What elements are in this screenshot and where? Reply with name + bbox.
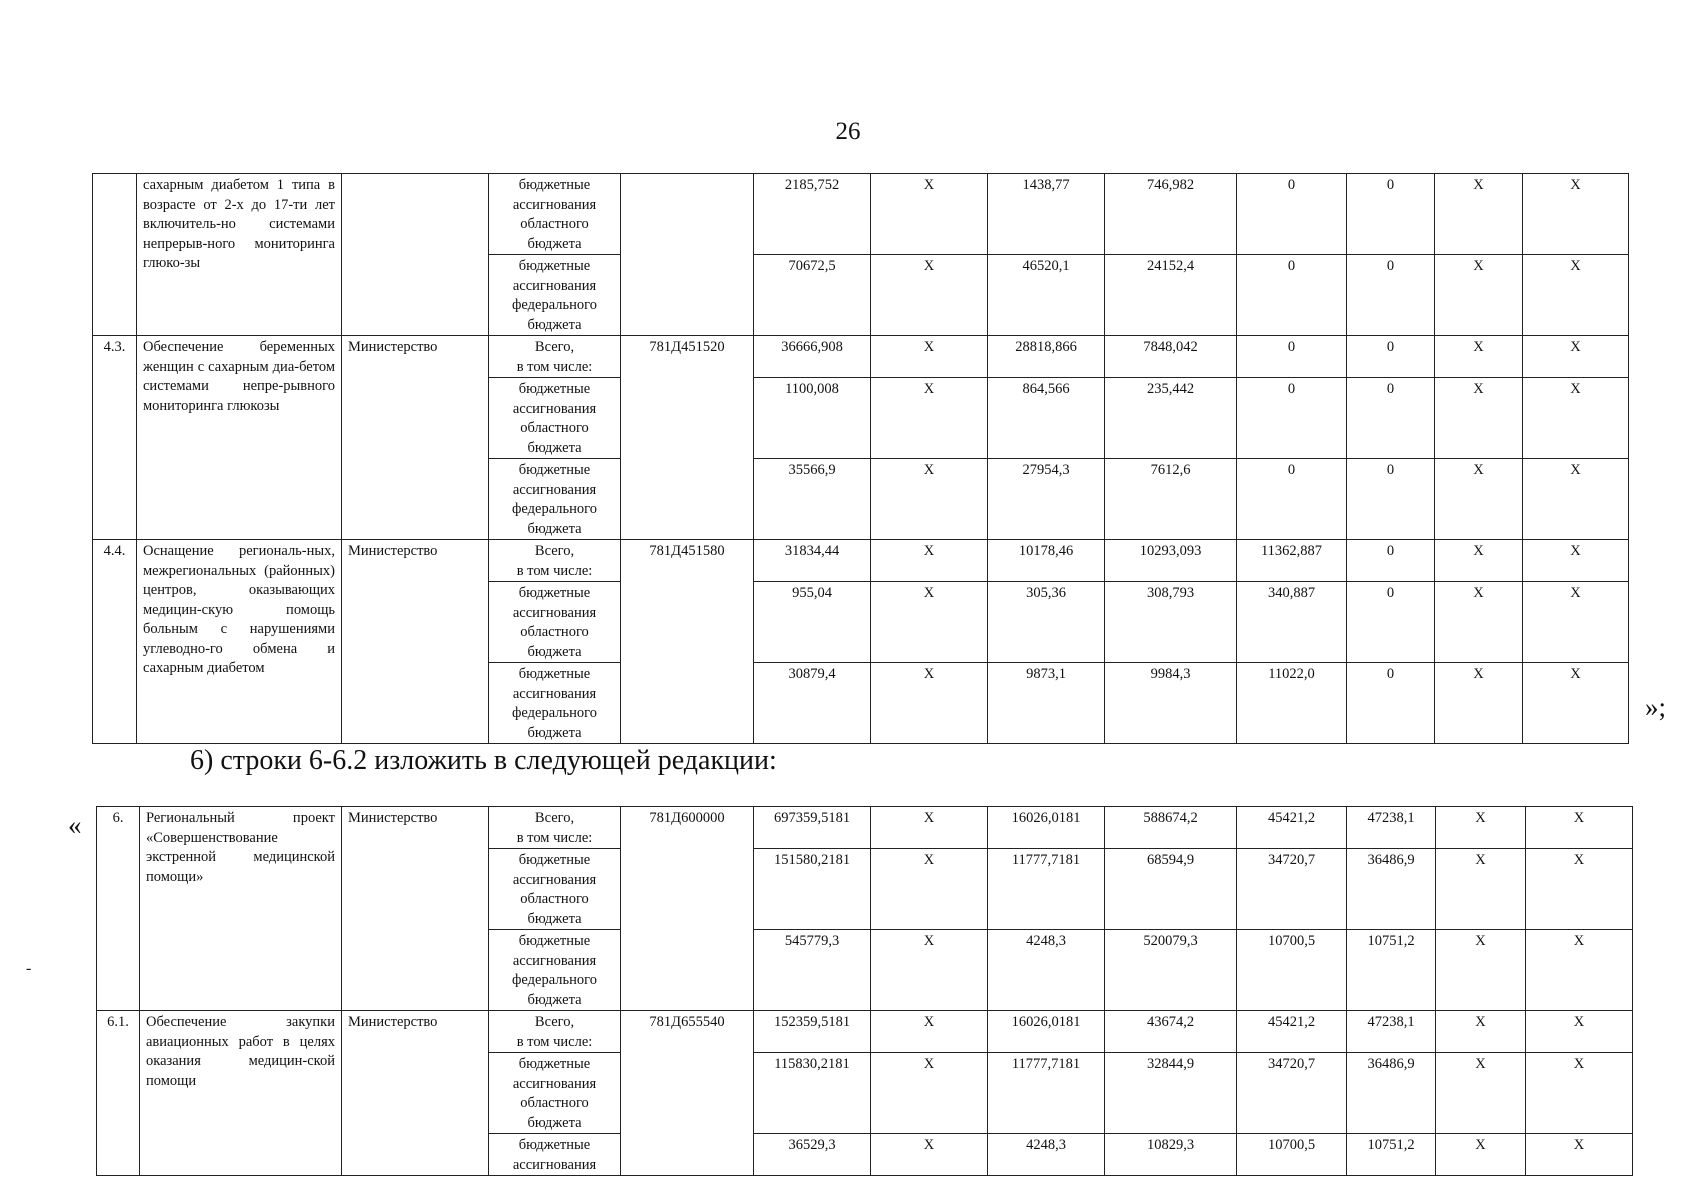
funding-source: Всего, в том числе: xyxy=(489,336,621,378)
year-4-value: 0 xyxy=(1237,336,1347,378)
year-4-value: 34720,7 xyxy=(1237,1053,1347,1134)
year-6-value: X xyxy=(1436,930,1526,1011)
year-1-value: X xyxy=(871,663,988,744)
year-3-value: 68594,9 xyxy=(1105,849,1237,930)
funding-source: Всего, в том числе: xyxy=(489,540,621,582)
year-3-value: 746,982 xyxy=(1105,174,1237,255)
year-7-value: X xyxy=(1523,174,1629,255)
year-7-value: X xyxy=(1523,255,1629,336)
budget-code: 781Д655540 xyxy=(621,1011,754,1176)
funding-source: Всего, в том числе: xyxy=(489,1011,621,1053)
year-7-value: X xyxy=(1523,663,1629,744)
year-2-value: 46520,1 xyxy=(988,255,1105,336)
responsible-party: Министерство xyxy=(342,336,489,540)
total-cost-value: 152359,5181 xyxy=(754,1011,871,1053)
table-row xyxy=(93,540,1629,582)
year-3-value: 520079,3 xyxy=(1105,930,1237,1011)
measure-name: Обеспечение беременных женщин с сахарным диа-бетом системами непре-рывного мониторинга глюкозы xyxy=(137,336,342,540)
year-5-value: 0 xyxy=(1347,378,1435,459)
year-6-value: X xyxy=(1435,336,1523,378)
year-6-value: X xyxy=(1435,378,1523,459)
funding-source: бюджетные ассигнования областного бюджета xyxy=(489,849,621,930)
year-2-value: 11777,7181 xyxy=(988,1053,1105,1134)
year-1-value: X xyxy=(871,1134,988,1176)
year-4-value: 0 xyxy=(1237,378,1347,459)
budget-code xyxy=(621,174,754,336)
measure-name: Региональный проект «Совершенствование экстренной медицинской помощи» xyxy=(140,807,342,1011)
responsible-party: Министерство xyxy=(342,807,489,1011)
budget-code: 781Д600000 xyxy=(621,807,754,1011)
year-3-value: 24152,4 xyxy=(1105,255,1237,336)
measure-name: Обеспечение закупки авиационных работ в целях оказания медицин-ской помощи xyxy=(140,1011,342,1176)
responsible-party: Министерство xyxy=(342,1011,489,1176)
year-2-value: 11777,7181 xyxy=(988,849,1105,930)
year-7-value: X xyxy=(1523,336,1629,378)
year-4-value: 0 xyxy=(1237,459,1347,540)
total-cost-value: 36666,908 xyxy=(754,336,871,378)
funding-source: Всего, в том числе: xyxy=(489,807,621,849)
year-1-value: X xyxy=(871,540,988,582)
year-1-value: X xyxy=(871,459,988,540)
year-7-value: X xyxy=(1523,459,1629,540)
total-cost-value: 955,04 xyxy=(754,582,871,663)
table-row xyxy=(97,807,1633,849)
funding-source: бюджетные ассигнования федерального бюджета xyxy=(489,930,621,1011)
year-3-value: 32844,9 xyxy=(1105,1053,1237,1134)
funding-source: бюджетные ассигнования областного бюджета xyxy=(489,174,621,255)
year-3-value: 9984,3 xyxy=(1105,663,1237,744)
year-2-value: 1438,77 xyxy=(988,174,1105,255)
year-4-value: 45421,2 xyxy=(1237,807,1347,849)
year-5-value: 0 xyxy=(1347,663,1435,744)
funding-source: бюджетные ассигнования федерального бюджета xyxy=(489,255,621,336)
total-cost-value: 70672,5 xyxy=(754,255,871,336)
year-2-value: 10178,46 xyxy=(988,540,1105,582)
funding-source: бюджетные ассигнования федерального бюджета xyxy=(489,663,621,744)
table-row xyxy=(97,1011,1633,1053)
year-5-value: 0 xyxy=(1347,255,1435,336)
total-cost-value: 115830,2181 xyxy=(754,1053,871,1134)
year-5-value: 36486,9 xyxy=(1347,1053,1436,1134)
year-7-value: X xyxy=(1526,1011,1633,1053)
year-7-value: X xyxy=(1526,1053,1633,1134)
year-4-value: 340,887 xyxy=(1237,582,1347,663)
funding-source: бюджетные ассигнования федерального бюджета xyxy=(489,459,621,540)
year-7-value: X xyxy=(1526,807,1633,849)
year-5-value: 10751,2 xyxy=(1347,930,1436,1011)
year-1-value: X xyxy=(871,336,988,378)
measure-name: сахарным диабетом 1 типа в возрасте от 2-х до 17-ти лет включитель-но системами непрерыв-ного мониторинга глюко-зы xyxy=(137,174,342,336)
funding-table-continued xyxy=(92,173,1629,744)
year-2-value: 864,566 xyxy=(988,378,1105,459)
budget-code: 781Д451520 xyxy=(621,336,754,540)
year-7-value: X xyxy=(1526,849,1633,930)
year-5-value: 0 xyxy=(1347,540,1435,582)
year-5-value: 36486,9 xyxy=(1347,849,1436,930)
table-row xyxy=(93,174,1629,255)
funding-source: бюджетные ассигнования xyxy=(489,1134,621,1176)
total-cost-value: 545779,3 xyxy=(754,930,871,1011)
year-3-value: 7848,042 xyxy=(1105,336,1237,378)
year-6-value: X xyxy=(1436,1053,1526,1134)
responsible-party xyxy=(342,174,489,336)
year-3-value: 588674,2 xyxy=(1105,807,1237,849)
funding-source: бюджетные ассигнования областного бюджета xyxy=(489,1053,621,1134)
year-7-value: X xyxy=(1526,1134,1633,1176)
total-cost-value: 31834,44 xyxy=(754,540,871,582)
year-1-value: X xyxy=(871,1011,988,1053)
year-1-value: X xyxy=(871,807,988,849)
year-3-value: 308,793 xyxy=(1105,582,1237,663)
year-1-value: X xyxy=(871,930,988,1011)
year-7-value: X xyxy=(1526,930,1633,1011)
responsible-party: Министерство xyxy=(342,540,489,744)
year-3-value: 10293,093 xyxy=(1105,540,1237,582)
page-number: 26 xyxy=(835,118,861,145)
year-1-value: X xyxy=(871,255,988,336)
table-row xyxy=(93,336,1629,378)
closing-quote: »; xyxy=(1645,692,1667,722)
year-2-value: 305,36 xyxy=(988,582,1105,663)
year-4-value: 10700,5 xyxy=(1237,1134,1347,1176)
total-cost-value: 2185,752 xyxy=(754,174,871,255)
year-6-value: X xyxy=(1436,807,1526,849)
year-5-value: 0 xyxy=(1347,459,1435,540)
year-1-value: X xyxy=(871,378,988,459)
year-2-value: 28818,866 xyxy=(988,336,1105,378)
stray-mark: - xyxy=(26,960,32,977)
row-number xyxy=(93,174,137,336)
year-4-value: 11362,887 xyxy=(1237,540,1347,582)
funding-source: бюджетные ассигнования областного бюджета xyxy=(489,582,621,663)
year-1-value: X xyxy=(871,849,988,930)
budget-code: 781Д451580 xyxy=(621,540,754,744)
year-6-value: X xyxy=(1435,540,1523,582)
total-cost-value: 1100,008 xyxy=(754,378,871,459)
year-3-value: 43674,2 xyxy=(1105,1011,1237,1053)
year-2-value: 27954,3 xyxy=(988,459,1105,540)
year-2-value: 9873,1 xyxy=(988,663,1105,744)
funding-source: бюджетные ассигнования областного бюджета xyxy=(489,378,621,459)
year-2-value: 16026,0181 xyxy=(988,1011,1105,1053)
amendment-instruction: 6) строки 6-6.2 изложить в следующей редакции: xyxy=(190,745,777,776)
total-cost-value: 36529,3 xyxy=(754,1134,871,1176)
row-number: 6.1. xyxy=(97,1011,140,1176)
year-3-value: 10829,3 xyxy=(1105,1134,1237,1176)
row-number: 4.4. xyxy=(93,540,137,744)
total-cost-value: 30879,4 xyxy=(754,663,871,744)
year-4-value: 34720,7 xyxy=(1237,849,1347,930)
year-7-value: X xyxy=(1523,582,1629,663)
year-6-value: X xyxy=(1435,459,1523,540)
year-7-value: X xyxy=(1523,378,1629,459)
year-4-value: 10700,5 xyxy=(1237,930,1347,1011)
year-6-value: X xyxy=(1435,582,1523,663)
year-6-value: X xyxy=(1435,663,1523,744)
year-6-value: X xyxy=(1435,255,1523,336)
year-5-value: 47238,1 xyxy=(1347,1011,1436,1053)
year-5-value: 10751,2 xyxy=(1347,1134,1436,1176)
year-6-value: X xyxy=(1435,174,1523,255)
year-3-value: 7612,6 xyxy=(1105,459,1237,540)
year-1-value: X xyxy=(871,582,988,663)
funding-table-new-rows xyxy=(96,806,1633,1176)
year-5-value: 0 xyxy=(1347,174,1435,255)
year-4-value: 45421,2 xyxy=(1237,1011,1347,1053)
year-6-value: X xyxy=(1436,849,1526,930)
year-2-value: 4248,3 xyxy=(988,930,1105,1011)
year-2-value: 4248,3 xyxy=(988,1134,1105,1176)
year-5-value: 0 xyxy=(1347,582,1435,663)
year-1-value: X xyxy=(871,174,988,255)
year-4-value: 0 xyxy=(1237,255,1347,336)
year-5-value: 0 xyxy=(1347,336,1435,378)
year-5-value: 47238,1 xyxy=(1347,807,1436,849)
measure-name: Оснащение региональ-ных, межрегиональных (районных) центров, оказывающих медицин-скую помощь больным с нарушениями углеводно-го обмена и сахарным диабетом xyxy=(137,540,342,744)
year-6-value: X xyxy=(1436,1134,1526,1176)
year-4-value: 0 xyxy=(1237,174,1347,255)
opening-quote: « xyxy=(68,810,82,840)
total-cost-value: 697359,5181 xyxy=(754,807,871,849)
year-7-value: X xyxy=(1523,540,1629,582)
year-2-value: 16026,0181 xyxy=(988,807,1105,849)
row-number: 6. xyxy=(97,807,140,1011)
total-cost-value: 151580,2181 xyxy=(754,849,871,930)
year-4-value: 11022,0 xyxy=(1237,663,1347,744)
year-1-value: X xyxy=(871,1053,988,1134)
year-6-value: X xyxy=(1436,1011,1526,1053)
year-3-value: 235,442 xyxy=(1105,378,1237,459)
total-cost-value: 35566,9 xyxy=(754,459,871,540)
row-number: 4.3. xyxy=(93,336,137,540)
